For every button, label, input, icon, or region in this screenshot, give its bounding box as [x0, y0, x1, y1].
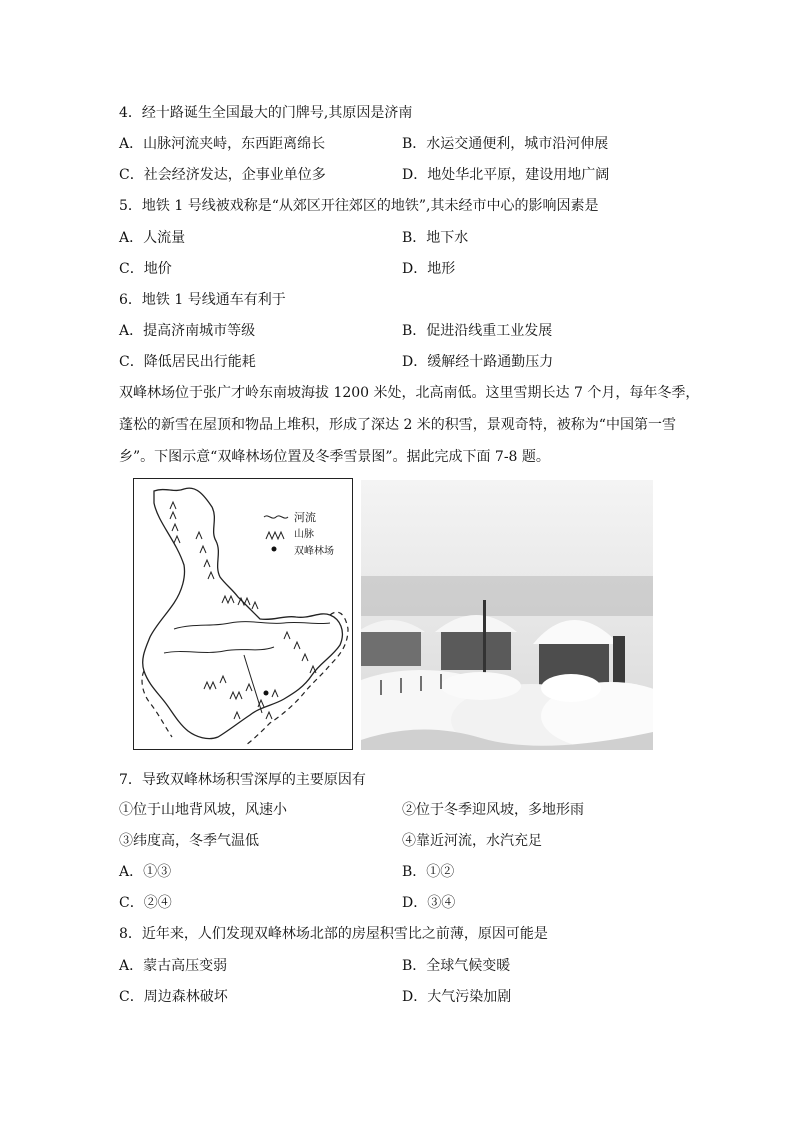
q5-option-c: C．地价	[119, 261, 172, 277]
q7-item-1: ①位于山地背风坡，风速小	[119, 802, 287, 818]
river-2	[164, 647, 274, 653]
q6-option-b: B．促进沿线重工业发展	[402, 323, 553, 339]
q7-option-d: D．③④	[402, 895, 456, 911]
legend-river-label: 河流	[294, 511, 316, 524]
q7-option-c: C．②④	[119, 895, 172, 911]
q5-stem: 5．地铁 1 号线被戏称是“从郊区开往郊区的地铁”,其未经市中心的影响因素是	[119, 198, 599, 214]
q7-option-a: A．①③	[119, 864, 172, 880]
q6-option-c: C．降低居民出行能耗	[119, 354, 256, 370]
q6-option-a: A．提高济南城市等级	[119, 323, 256, 339]
mountain-range-north	[170, 502, 214, 579]
shuangfeng-farm-marker	[264, 691, 269, 696]
q4-option-b: B．水运交通便利，城市沿河伸展	[402, 136, 609, 152]
snow-scene-photo	[361, 480, 653, 750]
q7-stem: 7．导致双峰林场积雪深厚的主要原因有	[119, 772, 366, 788]
q7-item-3: ③纬度高，冬季气温低	[119, 833, 259, 849]
dashed-boundary-west	[142, 671, 172, 737]
province-outline	[143, 488, 343, 739]
q7-option-b: B．①②	[402, 864, 455, 880]
passage-line-3: 乡”。下图示意“双峰林场位置及冬季雪景图”。据此完成下面 7-8 题。	[119, 449, 550, 465]
q8-option-d: D．大气污染加剧	[402, 989, 512, 1005]
q7-item-2: ②位于冬季迎风坡，多地形雨	[402, 802, 584, 818]
mountain-range-central	[222, 596, 316, 673]
q4-stem: 4．经十路诞生全国最大的门牌号,其原因是济南	[119, 105, 413, 121]
map-legend	[264, 510, 334, 557]
legend-farm-icon	[272, 547, 277, 552]
snow-scene-drawing	[361, 480, 653, 750]
q7-item-4: ④靠近河流，水汽充足	[402, 833, 542, 849]
q8-stem: 8．近年来，人们发现双峰林场北部的房屋积雪比之前薄，原因可能是	[119, 926, 548, 942]
mountain-range-south	[204, 676, 278, 719]
q6-option-d: D．缓解经十路通勤压力	[402, 354, 554, 370]
legend-mountain-icon	[266, 532, 284, 539]
map-drawing	[134, 479, 351, 748]
legend-farm-label: 双峰林场	[294, 546, 334, 557]
legend-river-icon	[264, 516, 288, 518]
q4-option-c: C．社会经济发达，企事业单位多	[119, 167, 326, 183]
dashed-boundary	[246, 612, 348, 745]
q5-option-d: D．地形	[402, 261, 456, 277]
passage-line-2: 蓬松的新雪在屋顶和物品上堆积，形成了深达 2 米的积雪，景观奇特，被称为“中国第一雪	[119, 417, 676, 433]
q4-option-a: A．山脉河流夹峙，东西距离绵长	[119, 136, 326, 152]
q8-option-c: C．周边森林破坏	[119, 989, 228, 1005]
q5-option-b: B．地下水	[402, 230, 469, 246]
river-1	[174, 622, 330, 629]
q8-option-b: B．全球气候变暖	[402, 958, 511, 974]
q6-stem: 6．地铁 1 号线通车有利于	[119, 292, 286, 308]
q4-option-d: D．地处华北平原，建设用地广阔	[402, 167, 610, 183]
q8-option-a: A．蒙古高压变弱	[119, 958, 228, 974]
legend-mountain-label: 山脉	[294, 529, 314, 540]
q5-option-a: A．人流量	[119, 230, 186, 246]
passage-line-1: 双峰林场位于张广才岭东南坡海拔 1200 米处，北高南低。这里雪期长达 7 个月，每年冬季，	[119, 385, 700, 401]
location-map	[133, 478, 353, 750]
